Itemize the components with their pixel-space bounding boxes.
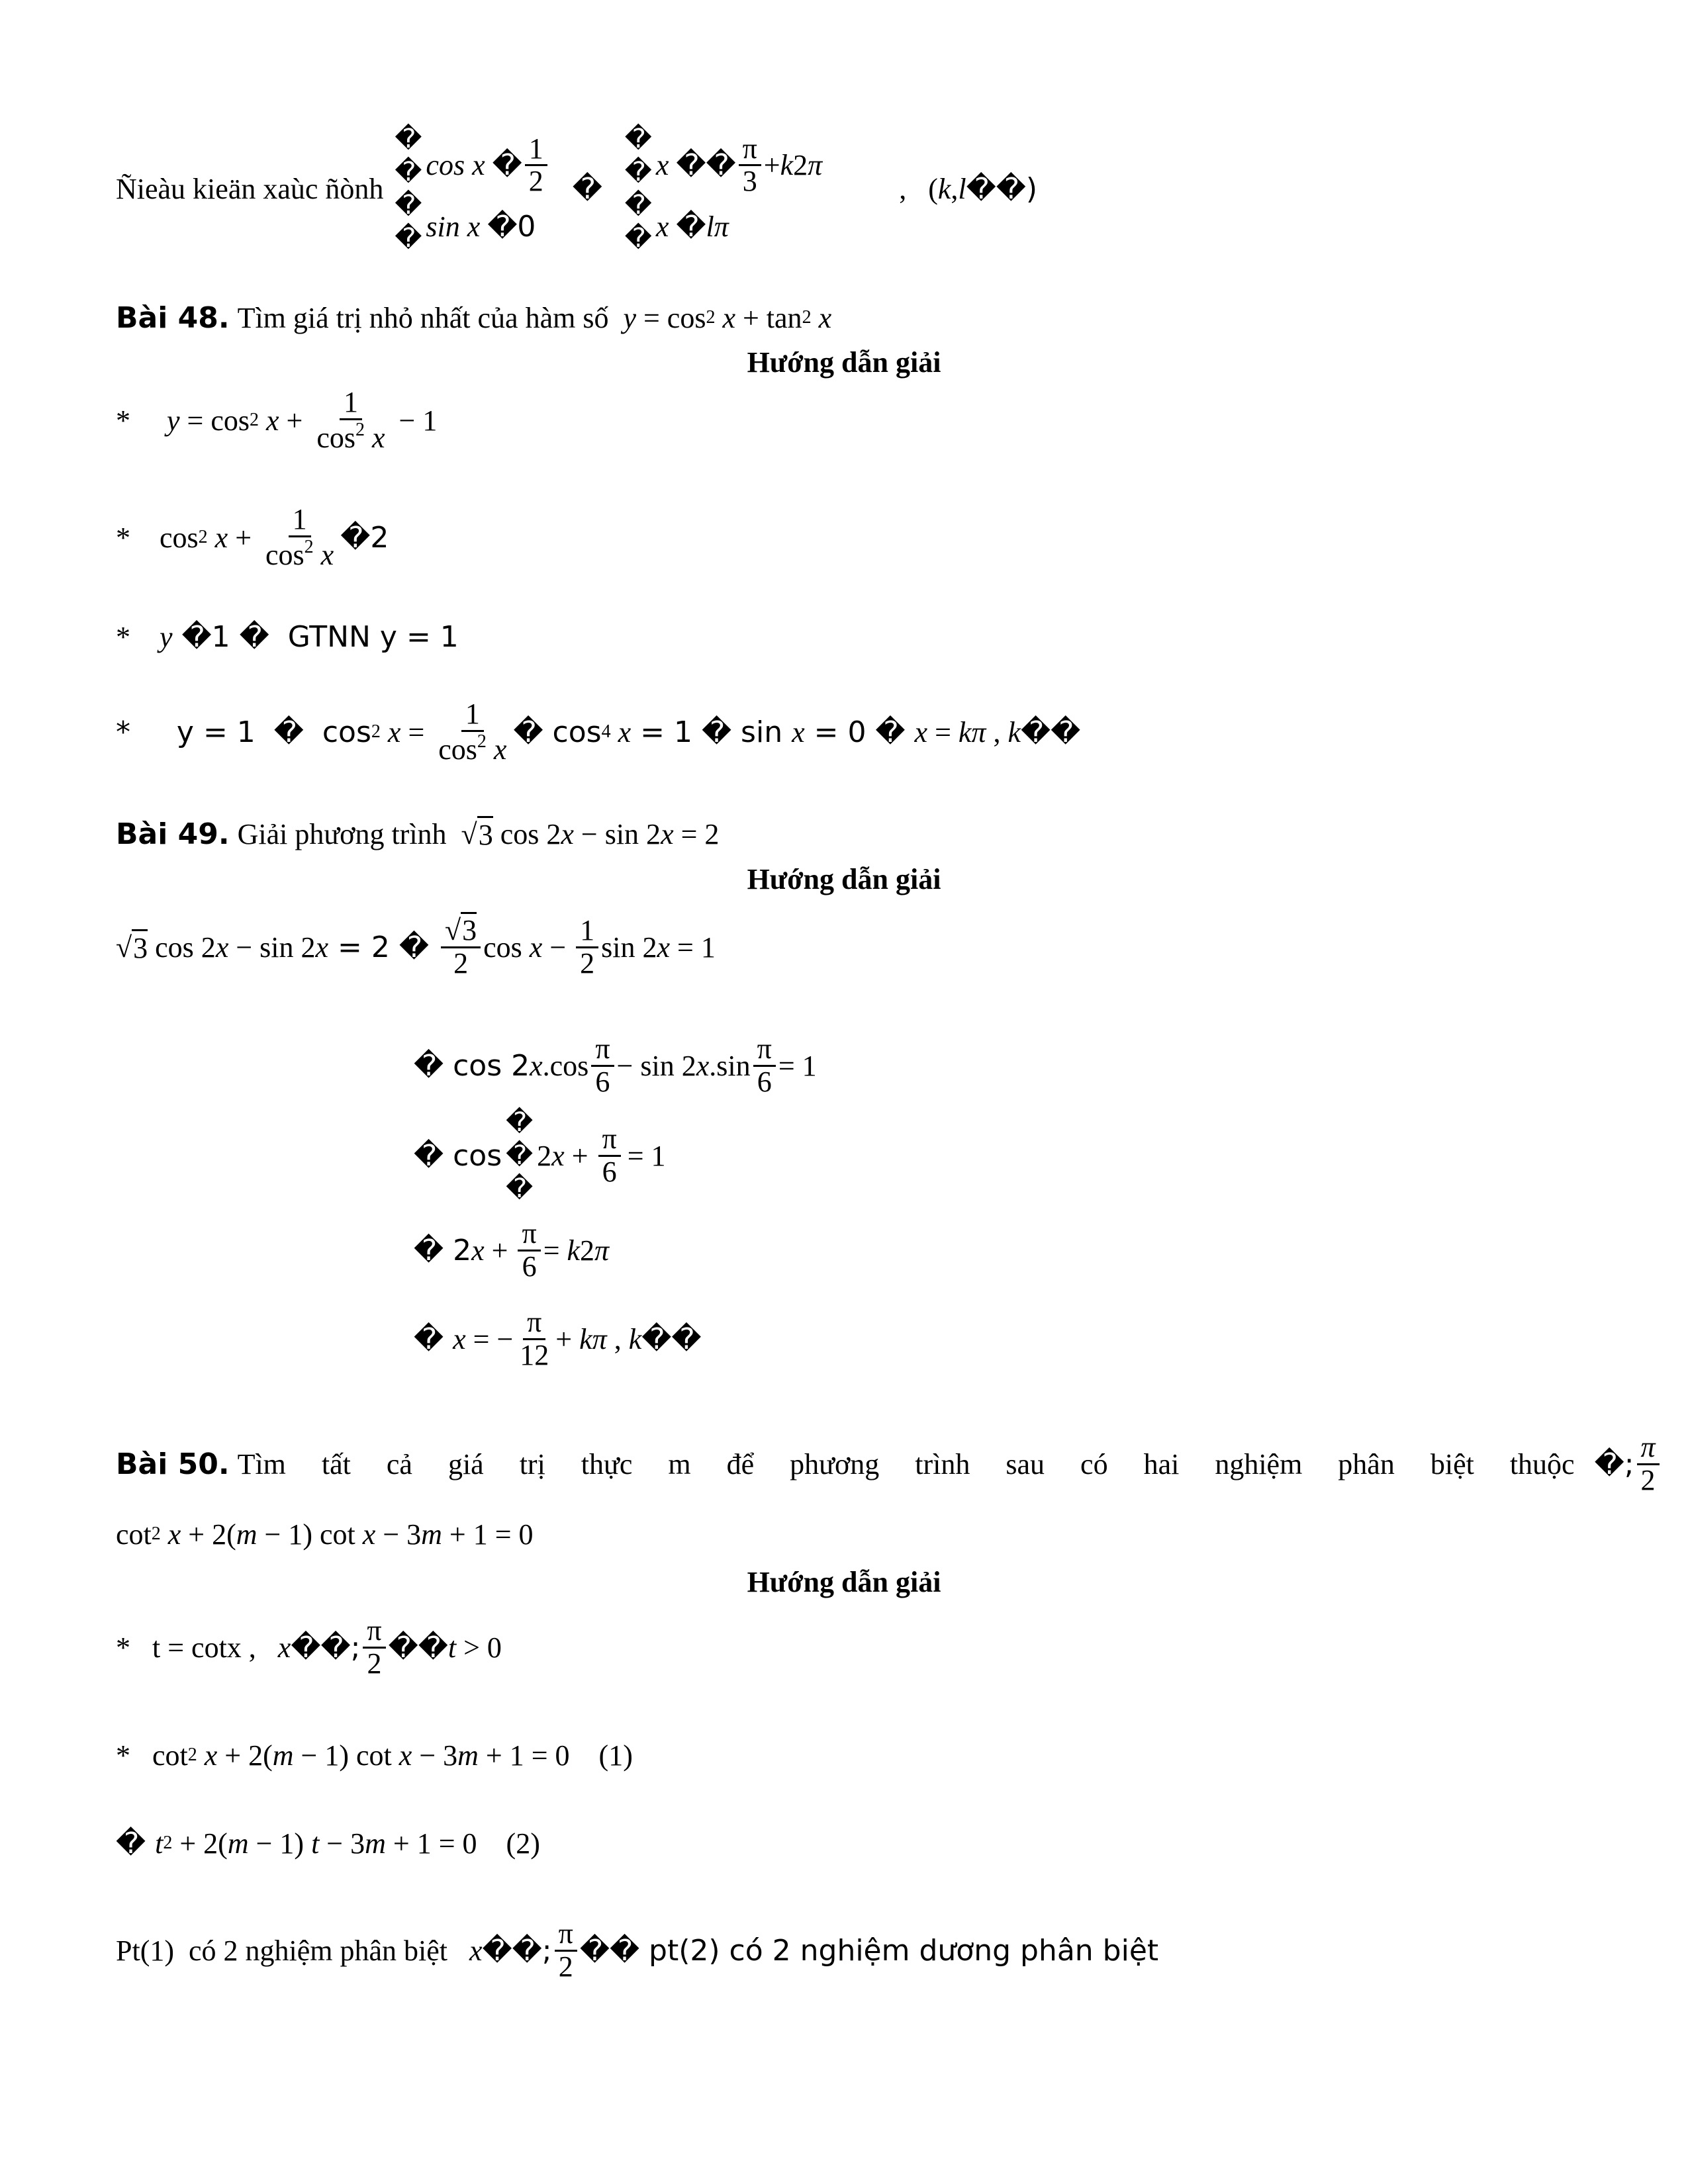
math-text: = 2	[673, 817, 720, 850]
denominator	[576, 948, 598, 979]
math-variable: cos x	[426, 149, 492, 181]
math-variable: m	[365, 1827, 386, 1860]
math-text: � cos	[513, 715, 602, 749]
fraction	[739, 134, 761, 197]
fraction	[598, 1124, 621, 1187]
math-text: 6	[602, 1155, 617, 1188]
radicand: 3	[461, 912, 477, 946]
math-variable: x	[715, 301, 735, 334]
system-row	[426, 210, 549, 244]
math-text: √	[116, 931, 132, 964]
solution-heading-48: Hướng dẫn giải	[747, 346, 941, 379]
math-variable: k	[628, 1322, 642, 1355]
math-text: − 3	[375, 1518, 422, 1551]
math-variable: x	[529, 931, 543, 964]
math-text: .sin	[709, 1049, 751, 1082]
math-variable: π	[808, 149, 823, 181]
numerator	[739, 134, 761, 166]
math-variable: x	[315, 931, 329, 964]
step-49-1	[116, 907, 716, 987]
step-48-1	[116, 381, 437, 460]
brace-glyphs: � � �	[506, 1107, 534, 1204]
math-variable: x	[792, 715, 805, 749]
math-text: =	[543, 1234, 567, 1267]
denominator	[555, 1952, 577, 1982]
math-text: �	[553, 171, 621, 206]
step-49-3	[414, 1107, 666, 1204]
problem-50-equation	[116, 1494, 534, 1574]
problem-50-label: Bài 50.	[116, 1447, 230, 1481]
fraction	[434, 699, 510, 764]
equation-system	[506, 1106, 624, 1205]
math-text: Tìm giá trị nhỏ nhất của hàm số	[237, 301, 624, 334]
math-text: 3	[742, 165, 757, 197]
math-text: Pt(1) có 2 nghiệm phân biệt	[116, 1934, 470, 1967]
math-text: √	[444, 914, 461, 947]
numerator	[518, 1218, 540, 1251]
math-text: * cot	[116, 1739, 188, 1772]
exponent: 2	[187, 1745, 197, 1765]
math-text: = 1	[670, 931, 716, 964]
denominator	[525, 166, 547, 197]
fraction	[555, 1919, 577, 1981]
brace-glyphs: � � � �	[624, 124, 652, 253]
system-row	[656, 210, 822, 244]
math-text: − 1) cot	[257, 1518, 363, 1551]
math-text: = −	[465, 1322, 514, 1355]
math-text: − 3	[319, 1827, 365, 1860]
fraction	[516, 1307, 553, 1370]
denominator	[739, 166, 761, 197]
math-text: +	[555, 1322, 580, 1355]
math-variable: x	[399, 1739, 412, 1772]
math-variable: x	[657, 931, 671, 964]
math-text: Ñieàu kieän xaùc ñònh	[116, 172, 391, 205]
math-variable: x	[207, 521, 228, 554]
numerator	[461, 699, 484, 731]
exponent: 2	[477, 731, 487, 752]
math-variable: x	[914, 715, 928, 749]
math-text: cos	[265, 538, 305, 571]
problem-50-statement	[116, 1424, 1662, 1504]
math-variable: x	[655, 149, 677, 181]
math-text: π	[527, 1306, 542, 1339]
math-variable: x	[380, 715, 401, 749]
math-variable: lπ	[706, 210, 729, 244]
system-row	[656, 134, 822, 197]
interval-bracket: �;	[1594, 1447, 1634, 1481]
math-text: 2	[793, 149, 808, 181]
system-rows	[656, 134, 822, 244]
system-rows	[537, 1124, 624, 1187]
math-text: 6	[757, 1065, 772, 1098]
numerator	[363, 1615, 385, 1648]
math-variable: x	[215, 931, 229, 964]
math-variable: kπ	[579, 1322, 607, 1355]
math-text: +	[484, 1234, 516, 1267]
math-variable: k	[1008, 715, 1021, 749]
math-text: 1	[465, 698, 480, 731]
math-variable: x	[530, 1049, 543, 1082]
fraction	[518, 1218, 540, 1281]
exponent: 2	[802, 307, 812, 328]
math-text: π	[757, 1032, 772, 1066]
system-rows	[426, 134, 549, 244]
math-text: > 0	[456, 1631, 502, 1664]
exponent: 2	[355, 419, 365, 440]
math-text: − sin 2	[228, 931, 316, 964]
denominator	[449, 948, 472, 979]
math-variable: kπ	[958, 715, 986, 749]
math-text: + 1 = 0 (2)	[385, 1827, 540, 1860]
math-text: − 1	[391, 404, 438, 437]
math-text: 6	[595, 1065, 610, 1098]
math-text: �	[414, 1322, 453, 1356]
math-text: π	[742, 132, 757, 165]
problem-49-statement	[116, 794, 719, 874]
math-text: =	[400, 715, 432, 749]
math-variable: l	[958, 172, 966, 205]
step-50-4	[116, 1911, 1158, 1990]
math-text: 2	[537, 1139, 552, 1172]
math-text: + 1 = 0 (1)	[478, 1739, 633, 1772]
math-variable: k	[567, 1234, 581, 1267]
math-text: .cos	[542, 1049, 589, 1082]
math-text: π	[558, 1917, 573, 1950]
math-text: ��	[1021, 715, 1081, 749]
math-text: cos 2	[148, 931, 216, 964]
math-variable: x	[551, 1139, 565, 1172]
math-text: 2	[558, 1950, 573, 1983]
math-variable: m	[421, 1518, 442, 1551]
numerator	[576, 915, 598, 948]
math-variable: x	[277, 1631, 291, 1664]
math-variable: t	[311, 1827, 320, 1860]
math-variable: x	[313, 538, 334, 571]
math-variable: y	[160, 620, 173, 653]
math-text: = 1 � sin	[631, 715, 792, 749]
math-text: �	[676, 210, 706, 244]
numerator	[753, 1034, 776, 1066]
math-variable: sin x	[426, 210, 488, 244]
math-text: �0	[487, 210, 536, 244]
fraction	[441, 915, 481, 978]
step-49-5	[414, 1299, 701, 1379]
math-text: ��;	[482, 1933, 552, 1968]
math-text: 6	[522, 1250, 537, 1283]
step-50-3	[116, 1803, 540, 1883]
step-49-4	[414, 1210, 609, 1290]
math-variable: x	[469, 1934, 483, 1967]
math-variable: y	[623, 301, 636, 334]
fraction	[576, 915, 598, 978]
math-text: − 1)	[248, 1827, 312, 1860]
math-text: 1	[343, 386, 358, 419]
fraction	[363, 1615, 385, 1678]
math-text: Giải phương trình √	[237, 817, 477, 850]
numerator	[340, 387, 362, 420]
step-49-2	[414, 1026, 817, 1105]
math-text: , (	[826, 172, 938, 205]
step-48-4	[116, 692, 1080, 772]
math-variable: y	[167, 404, 180, 437]
math-text: 1	[292, 503, 307, 536]
math-text: ��	[676, 148, 736, 182]
math-text: 2	[580, 1234, 595, 1267]
math-variable: m	[272, 1739, 294, 1772]
math-text: 2	[580, 946, 595, 979]
math-text: 2	[367, 1647, 382, 1680]
math-text: � cos	[414, 1138, 502, 1173]
math-text: �	[492, 148, 522, 182]
math-text: � 2	[414, 1233, 472, 1267]
fraction	[312, 387, 389, 453]
math-variable: x	[259, 404, 279, 437]
equation-system	[625, 122, 822, 255]
math-text: * cos	[116, 521, 199, 554]
step-50-1	[116, 1608, 502, 1687]
math-text: �1 � GTNN y = 1	[172, 619, 459, 654]
math-text: −	[542, 931, 574, 964]
math-variable: x	[610, 715, 632, 749]
system-row	[426, 134, 549, 197]
solution-heading-50: Hướng dẫn giải	[747, 1566, 941, 1598]
brace-glyphs: � � � �	[395, 124, 422, 253]
math-text: = cos	[179, 404, 250, 437]
math-text: +	[564, 1139, 596, 1172]
math-text: ,	[951, 172, 959, 205]
exponent: 2	[163, 1833, 173, 1853]
problem-50-text: Tìm tất cả giá trị thực m để phương trình sau có hai nghiệm phân biệt thuộc	[237, 1447, 1575, 1480]
math-text: ��	[388, 1630, 448, 1664]
math-text: � cos 2	[414, 1048, 530, 1083]
math-variable: m	[236, 1518, 258, 1551]
math-variable: x	[561, 817, 574, 850]
numerator	[441, 915, 481, 948]
fraction	[525, 134, 547, 197]
problem-label: Bài 48.	[116, 300, 230, 335]
math-text: ��	[641, 1322, 702, 1356]
exponent: 2	[371, 721, 381, 742]
math-text: = 1	[778, 1049, 817, 1082]
math-text: ,	[606, 1322, 629, 1355]
math-text: cos	[438, 733, 477, 766]
math-variable: k	[937, 172, 951, 205]
math-variable: t	[155, 1827, 164, 1860]
denominator	[518, 1251, 541, 1282]
denominator	[434, 732, 510, 765]
math-variable: t	[447, 1631, 457, 1664]
math-text: �� pt(2) có 2 nghiệm dương phân biệt	[579, 1933, 1159, 1968]
math-variable: x	[453, 1322, 466, 1355]
exponent: 4	[601, 721, 611, 742]
radicand: 3	[477, 816, 493, 852]
denominator	[363, 1649, 386, 1679]
math-text: =	[927, 715, 959, 749]
math-variable: x	[696, 1049, 710, 1082]
math-text: ��)	[966, 171, 1038, 206]
math-text: + 2(	[181, 1518, 236, 1551]
math-variable: k	[780, 149, 794, 181]
step-48-2	[116, 498, 389, 577]
exponent: 2	[304, 536, 314, 557]
numerator	[523, 1307, 545, 1340]
condition-line	[116, 109, 1037, 268]
numerator	[289, 504, 311, 537]
fraction	[261, 504, 338, 570]
math-text: �2	[340, 520, 389, 555]
pi-over-2	[1637, 1432, 1660, 1495]
denominator	[312, 420, 389, 453]
math-text: * t = cotx ,	[116, 1631, 278, 1664]
math-text: 1	[580, 914, 595, 947]
math-text: − sin 2	[573, 817, 661, 850]
fraction	[753, 1034, 776, 1097]
math-variable: x	[197, 1739, 218, 1772]
denominator	[516, 1340, 553, 1371]
system-row	[537, 1124, 624, 1187]
numerator	[598, 1124, 621, 1156]
math-text: cos 2	[492, 817, 561, 850]
math-text: = 1	[627, 1139, 666, 1172]
math-text: − sin 2	[616, 1049, 696, 1082]
math-variable: x	[471, 1234, 485, 1267]
math-text: π	[602, 1122, 617, 1156]
math-text: 1	[528, 132, 543, 165]
numerator: π	[1637, 1432, 1660, 1465]
math-text: + 2(	[172, 1827, 228, 1860]
exponent: 2	[706, 307, 716, 328]
math-variable: m	[227, 1827, 249, 1860]
math-text: 2	[528, 165, 543, 197]
math-text: cos	[483, 931, 530, 964]
math-text: − 1) cot	[293, 1739, 399, 1772]
denominator	[753, 1067, 776, 1097]
equation-system	[395, 122, 549, 255]
math-text: cos	[316, 421, 356, 454]
math-variable: x	[365, 421, 385, 454]
numerator	[555, 1919, 577, 1951]
step-50-2	[116, 1715, 633, 1795]
denominator	[261, 537, 338, 570]
math-text: − 3	[412, 1739, 458, 1772]
numerator	[525, 134, 547, 166]
math-text: ��;	[291, 1630, 361, 1664]
math-text: *	[116, 620, 160, 653]
math-text: cot	[116, 1518, 152, 1551]
math-text: π	[522, 1217, 537, 1250]
denominator: 2	[1640, 1463, 1656, 1496]
math-variable: x	[362, 1518, 376, 1551]
math-text: + tan	[735, 301, 802, 334]
math-text: 12	[520, 1338, 549, 1371]
radicand: 3	[132, 929, 148, 965]
exponent: 2	[151, 1524, 161, 1544]
math-text: * y = 1 � cos	[116, 715, 371, 749]
math-text: �	[116, 1826, 156, 1860]
math-text: *	[116, 404, 167, 437]
math-text: = 0 �	[804, 715, 915, 749]
math-text: π	[595, 1032, 610, 1066]
numerator	[591, 1034, 614, 1066]
problem-label: Bài 49.	[116, 817, 230, 851]
exponent: 2	[198, 527, 208, 547]
math-variable: x	[661, 817, 674, 850]
math-variable: x	[486, 733, 507, 766]
math-text: +	[228, 521, 259, 554]
exponent: 2	[250, 410, 259, 430]
math-variable: x	[160, 1518, 181, 1551]
math-text: π	[367, 1614, 382, 1647]
math-text: = cos	[635, 301, 706, 334]
step-48-3	[116, 597, 459, 676]
math-text: +	[763, 149, 780, 181]
denominator	[591, 1067, 614, 1097]
math-text: 2	[453, 946, 469, 979]
fraction	[591, 1034, 614, 1097]
math-text: = 2 �	[328, 930, 438, 964]
math-text: ,	[986, 715, 1008, 749]
math-text: + 1 = 0	[442, 1518, 534, 1551]
math-variable: x	[811, 301, 832, 334]
math-variable: x	[655, 210, 677, 244]
solution-heading-49: Hướng dẫn giải	[747, 863, 941, 895]
math-text: sin 2	[601, 931, 657, 964]
math-variable: π	[594, 1234, 610, 1267]
denominator	[598, 1157, 621, 1187]
math-text: +	[279, 404, 310, 437]
math-variable: m	[457, 1739, 479, 1772]
math-text: + 2(	[217, 1739, 273, 1772]
